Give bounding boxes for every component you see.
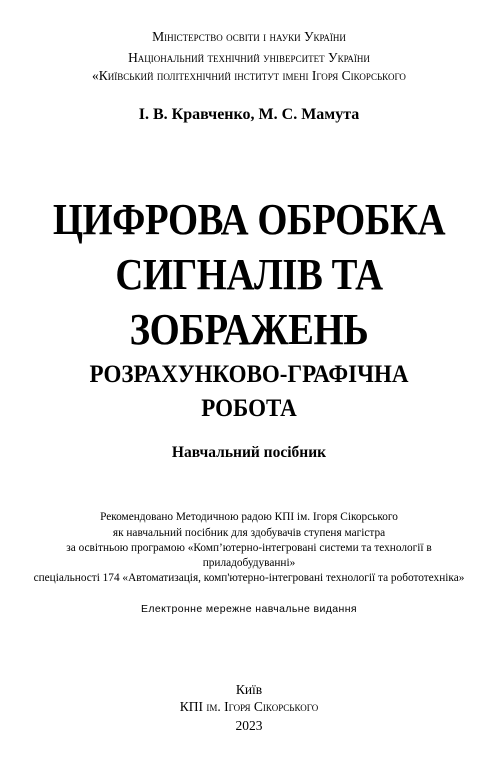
university-name: Національний технічний університет України bbox=[128, 50, 370, 65]
recommendation-line-5: спеціальності 174 «Автоматизація, комп'ютерно-інтегровані технології та робототехніка» bbox=[33, 572, 465, 584]
recommendation-line-4: приладобудуванні» bbox=[202, 557, 296, 569]
title-line-2: СИГНАЛІВ ТА bbox=[115, 250, 383, 299]
institute-name: «Київський політехнічний інститут імені Ігоря Сікорського bbox=[92, 68, 406, 83]
title-line-1: ЦИФРОВА ОБРОБКА bbox=[52, 195, 446, 244]
city: Київ bbox=[235, 682, 263, 697]
recommendation-line-3: за освітньою програмою «Комп’ютерно-інтегровані системи та технології в bbox=[66, 542, 432, 554]
edition-note: Електронне мережне навчальне видання bbox=[140, 603, 358, 615]
subtitle-line-1: РОЗРАХУНКОВО-ГРАФІЧНА bbox=[89, 361, 409, 388]
authors: І. В. Кравченко, М. С. Мамута bbox=[138, 106, 360, 123]
document-type: Навчальний посібник bbox=[171, 444, 327, 461]
ministry-name: Міністерство освіти і науки України bbox=[152, 29, 346, 44]
year: 2023 bbox=[235, 718, 263, 733]
recommendation-line-2: як навчальний посібник для здобувачів ступеня магістра bbox=[112, 527, 386, 539]
title-line-3: ЗОБРАЖЕНЬ bbox=[129, 305, 369, 354]
publisher: КПІ ім. Ігоря Сікорського bbox=[179, 699, 319, 714]
subtitle-line-2: РОБОТА bbox=[201, 395, 297, 422]
recommendation-line-1: Рекомендовано Методичною радою КПІ ім. Ігоря Сікорського bbox=[100, 511, 398, 523]
